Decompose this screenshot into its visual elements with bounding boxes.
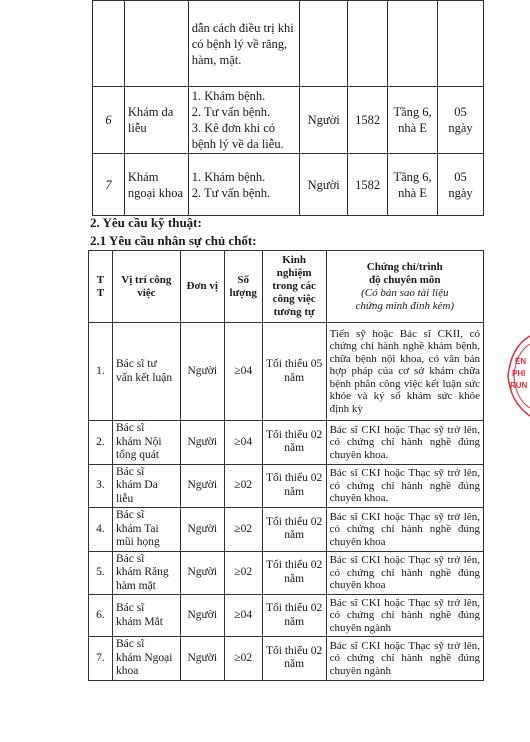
cell-certificate: Tiến sỹ hoặc Bác sĩ CKII, có chứng chỉ hành nghề khám bệnh, chữa bệnh nội khoa, có văn bản hợp pháp của cơ sở khám chữa bệnh phân công việc kết luận sức khỏe và ký số khám sức khỏe định kỳ (326, 323, 483, 421)
cell-position (112, 595, 180, 637)
cell-no (93, 1, 125, 87)
content-line: bệnh lý về da liễu. (191, 137, 284, 151)
content-line: 2. Tư vấn bệnh. (191, 185, 271, 200)
table-header-row (89, 251, 484, 323)
position-line: Bác sĩ (115, 422, 145, 434)
cell-no: 6. (89, 595, 113, 637)
position-line: Bác sĩ (115, 638, 145, 650)
exp-line: Tối thiểu 02 (266, 428, 323, 441)
cell-content (188, 154, 300, 216)
cell-experience (262, 508, 326, 552)
cell-no: 4. (89, 508, 113, 552)
stamp-text-line: PHI (512, 369, 526, 378)
header-tt (89, 251, 113, 323)
cell-days (438, 1, 484, 87)
exp-line: năm (284, 485, 305, 498)
header-line: trong các (272, 280, 316, 292)
place-line: nhà E (398, 121, 427, 135)
cell-qty: ≥04 (224, 421, 262, 465)
exp-line: Tối thiểu 02 (266, 515, 323, 528)
name-line: Khám da (127, 105, 174, 119)
position-line: Bác sĩ (115, 465, 145, 478)
header-line: việc (137, 286, 156, 299)
exp-line: năm (284, 529, 305, 542)
section-heading: 2. Yêu cầu kỹ thuật: (90, 215, 202, 230)
cell-unit: Người (180, 421, 224, 465)
position-line: khám Ngoại (115, 651, 173, 664)
cell-name (124, 87, 188, 154)
content-line: hàm, mặt. (191, 52, 242, 67)
days-line: 05 (454, 169, 467, 184)
table-row (93, 1, 484, 87)
header-qty (224, 251, 262, 323)
cell-no: 3. (89, 464, 113, 508)
exp-line: Tối thiểu 02 (266, 644, 323, 657)
cell-experience (262, 323, 326, 421)
content-line: 1. Khám bệnh. (191, 169, 266, 184)
service-table (92, 0, 484, 216)
header-certificate (326, 251, 483, 323)
cell-unit: Người (300, 154, 348, 216)
header-line: Vị trí công (121, 273, 172, 286)
position-line: khám Tai (115, 522, 159, 535)
header-line: độ chuyên môn (369, 273, 441, 286)
name-line: Khám (127, 169, 159, 184)
position-line: khoa (115, 665, 139, 677)
table-row (89, 508, 484, 552)
position-line: Bác sĩ (115, 602, 145, 614)
cell-qty: ≥04 (224, 323, 262, 421)
days-line: ngày (448, 121, 473, 135)
cell-unit: Người (300, 87, 348, 154)
header-line: công việc (272, 293, 316, 305)
table-row (89, 637, 484, 681)
exp-line: Tối thiểu 05 (266, 358, 323, 370)
name-line: ngoại khoa (127, 185, 184, 200)
cell-no: 7 (93, 154, 125, 216)
cell-position (112, 637, 180, 681)
staff-table (88, 250, 484, 681)
cell-certificate: Bác sĩ CKI hoặc Thạc sỹ trở lên, có chứng chỉ hành nghề đúng chuyên khoa (326, 551, 483, 595)
content-line: 1. Khám bệnh. (191, 89, 266, 103)
cell-position (112, 508, 180, 552)
cell-no: 6 (93, 87, 125, 154)
cell-position (112, 551, 180, 595)
cell-certificate: Bác sĩ CKI hoặc Thạc sỹ trở lên, có chứng chỉ hành nghề đúng chuyên khoa (326, 508, 483, 552)
header-note-line: (Có bản sao tài liệu (361, 286, 449, 299)
position-line: hàm mặt (115, 579, 156, 592)
position-line: khám Mắt (115, 615, 163, 628)
cell-name (124, 154, 188, 216)
header-line: Số (237, 273, 250, 286)
place-line: Tầng 6, (393, 105, 432, 119)
position-line: mũi họng (115, 536, 160, 548)
cell-no: 2. (89, 421, 113, 465)
red-stamp (504, 330, 530, 420)
table-row (89, 595, 484, 637)
exp-line: năm (284, 442, 305, 455)
header-line: T (96, 273, 105, 286)
stamp-text-line: ÊN (515, 357, 527, 366)
cell-days (438, 154, 484, 216)
name-line: liễu (127, 121, 147, 135)
table-row (93, 87, 484, 154)
position-line: khám Da (115, 479, 158, 491)
cell-unit: Người (180, 551, 224, 595)
cell-certificate: Bác sĩ CKI hoặc Thạc sỹ trở lên, có chứng chỉ hành nghề đúng chuyên ngành (326, 637, 483, 681)
cell-days (438, 87, 484, 154)
exp-line: Tối thiểu 02 (266, 472, 323, 485)
position-line: liễu (115, 492, 134, 505)
cell-qty: 1582 (348, 87, 388, 154)
days-line: ngày (448, 185, 473, 200)
header-line: Kinh (282, 254, 307, 266)
table-row (93, 154, 484, 216)
cell-qty: ≥02 (224, 508, 262, 552)
cell-experience (262, 551, 326, 595)
cell-place (388, 87, 438, 154)
position-line: Bác sĩ tư (115, 358, 157, 370)
cell-certificate: Bác sĩ CKI hoặc Thạc sỹ trở lên, có chứng chỉ hành nghề đúng chuyên khoa. (326, 464, 483, 508)
cell-unit (300, 1, 348, 87)
place-line: Tầng 6, (393, 169, 432, 184)
exp-line: năm (284, 371, 305, 384)
header-position (112, 251, 180, 323)
cell-qty: 1582 (348, 154, 388, 216)
cell-experience (262, 464, 326, 508)
cell-no: 7. (89, 637, 113, 681)
exp-line: năm (284, 658, 305, 671)
cell-position (112, 421, 180, 465)
header-line: T (96, 286, 105, 299)
cell-certificate: Bác sĩ CKI hoặc Thạc sỹ trở lên, có chứng chỉ hành nghề đúng chuyên khoa. (326, 421, 483, 465)
cell-qty: ≥04 (224, 595, 262, 637)
table-row (89, 464, 484, 508)
cell-certificate: Bác sĩ CKI hoặc Thạc sỹ trở lên, có chứng chỉ hành nghề đúng chuyên ngành (326, 595, 483, 637)
content-line: 2. Tư vấn bệnh. (191, 105, 271, 119)
cell-experience (262, 421, 326, 465)
content-line: 3. Kê đơn khi có (191, 121, 276, 135)
exp-line: năm (284, 572, 305, 585)
days-line: 05 (454, 105, 467, 119)
header-line: Chứng chỉ/trình (366, 260, 443, 273)
cell-unit: Người (180, 323, 224, 421)
header-note-line: chứng minh đính kèm) (355, 299, 455, 312)
cell-no: 5. (89, 551, 113, 595)
header-line: lượng (229, 286, 257, 299)
cell-qty: ≥02 (224, 464, 262, 508)
cell-position (112, 323, 180, 421)
cell-qty (348, 1, 388, 87)
cell-unit: Người (180, 464, 224, 508)
exp-line: Tối thiểu 02 (266, 602, 323, 614)
cell-content (188, 87, 300, 154)
cell-unit: Người (180, 637, 224, 681)
header-line: nghiệm (276, 267, 312, 279)
stamp-arc (504, 330, 530, 420)
position-line: Bác sĩ (115, 552, 145, 565)
exp-line: năm (284, 615, 305, 628)
exp-line: Tối thiểu 02 (266, 559, 323, 572)
table-row (89, 323, 484, 421)
cell-position (112, 464, 180, 508)
cell-name (124, 1, 188, 87)
position-line: khám Răng (115, 566, 169, 578)
table-row (89, 551, 484, 595)
cell-qty: ≥02 (224, 551, 262, 595)
cell-content (188, 1, 300, 87)
cell-qty: ≥02 (224, 637, 262, 681)
header-experience (262, 251, 326, 323)
stamp-text-line: RUN (510, 381, 528, 390)
position-line: khám Nội (115, 435, 162, 448)
header-unit: Đơn vị (180, 251, 224, 323)
cell-place (388, 1, 438, 87)
cell-no: 1. (89, 323, 113, 421)
cell-place (388, 154, 438, 216)
position-line: vấn kết luận (115, 371, 173, 384)
position-line: tổng quát (115, 449, 160, 461)
cell-experience (262, 595, 326, 637)
cell-unit: Người (180, 508, 224, 552)
table-row (89, 421, 484, 465)
cell-experience (262, 637, 326, 681)
section-heading: 2.1 Yêu cầu nhân sự chủ chốt: (90, 233, 257, 248)
content-line: có bệnh lý về răng, (191, 36, 288, 51)
content-line: dẫn cách điều trị khi (191, 20, 294, 35)
place-line: nhà E (398, 185, 427, 200)
position-line: Bác sĩ (115, 509, 145, 521)
header-line: tương tự (273, 306, 315, 318)
cell-unit: Người (180, 595, 224, 637)
